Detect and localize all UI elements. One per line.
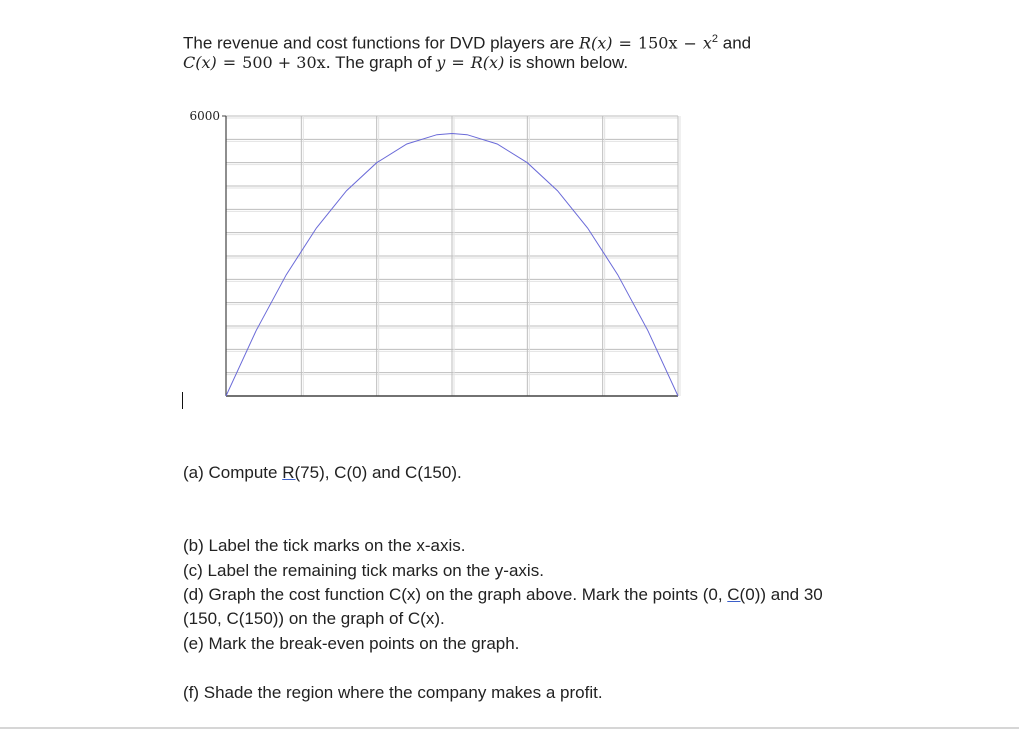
and-text: and bbox=[718, 33, 752, 53]
math-cost-expr: 500 + 30x. bbox=[242, 53, 331, 72]
y-tick-label-6000: 6000 bbox=[189, 109, 220, 123]
y-tick-labels bbox=[189, 109, 220, 123]
question-d-text: (d) Graph the cost function C(x) on the graph above. Mark the points (0, bbox=[183, 585, 728, 604]
intro-text: The graph of bbox=[330, 53, 437, 72]
intro-line-2 bbox=[183, 52, 628, 74]
math-C-of-x: C(x) bbox=[183, 53, 217, 72]
text-cursor bbox=[182, 392, 183, 409]
math-150x: 150x bbox=[637, 33, 678, 53]
question-f: (f) Shade the region where the company makes a profit. bbox=[183, 683, 603, 702]
graph-grid bbox=[226, 116, 680, 396]
question-d-text-end: 0)) and 30 bbox=[745, 585, 823, 604]
question-c: (c) Label the remaining tick marks on the y-axis. bbox=[183, 561, 544, 580]
math-y: y bbox=[436, 53, 446, 72]
question-d-continued: (150, C(150)) on the graph of C(x). bbox=[183, 609, 445, 628]
minus-sign: − bbox=[683, 33, 697, 53]
revenue-graph bbox=[180, 100, 690, 405]
intro-line-1 bbox=[183, 28, 751, 55]
question-a-text-end: 75), C(0) and C(150). bbox=[300, 463, 462, 482]
math-x: x bbox=[702, 33, 712, 53]
question-e: (e) Mark the break-even points on the graph. bbox=[183, 634, 520, 653]
question-b: (b) Label the tick marks on the x-axis. bbox=[183, 536, 466, 555]
equals-sign: = bbox=[222, 53, 237, 72]
question-d-underlined: C( bbox=[727, 585, 746, 604]
equals-sign: = bbox=[451, 53, 465, 72]
intro-text: is shown below. bbox=[504, 53, 629, 72]
math-R-of-x: R(x) bbox=[470, 53, 505, 72]
question-a-text: (a) Compute bbox=[183, 463, 283, 482]
page-bottom-rule bbox=[0, 727, 1019, 729]
equals-sign: = bbox=[618, 33, 632, 53]
exponent: 2 bbox=[711, 33, 719, 45]
question-a bbox=[183, 462, 462, 484]
math-R-of-x: R(x) bbox=[578, 33, 613, 53]
question-a-underlined: R( bbox=[282, 463, 301, 482]
intro-text: The revenue and cost functions for DVD players are bbox=[183, 33, 579, 53]
question-d bbox=[183, 584, 823, 606]
